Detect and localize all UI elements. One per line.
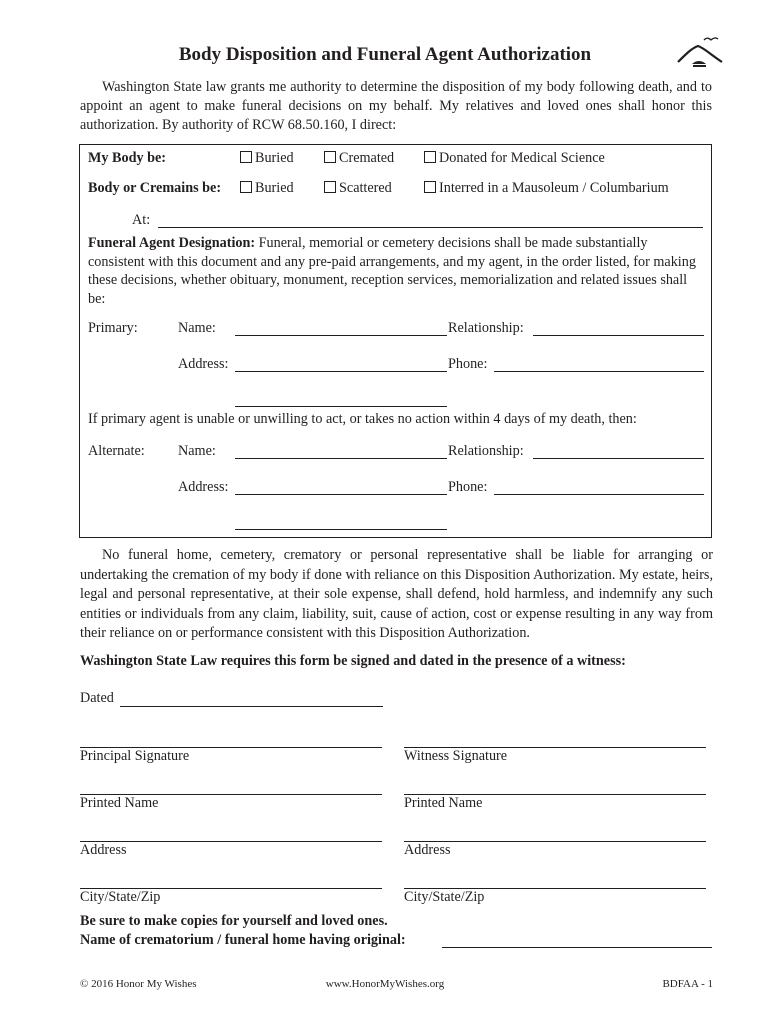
checkbox-icon[interactable] — [240, 181, 252, 193]
alternate-relationship-field[interactable] — [533, 457, 704, 459]
agent-designation: Funeral Agent Designation: Funeral, memorial or cemetery decisions shall be made substantially consistent with this document and any pre-paid arrangements, and my agent, in the order listed, for making these decisions, whether obituary, monument, reception services, memorialization and related issues shall be: — [88, 235, 696, 307]
checkbox-icon[interactable] — [424, 151, 436, 163]
primary-name-label: Name: — [178, 320, 216, 336]
intro-paragraph: Washington State law grants me authority to determine the disposition of my body following death, and to appoint an agent to make funeral decisions on my behalf. My relatives and loved ones shall honor this authorization. By authority of RCW 68.50.160, I direct: — [80, 79, 712, 133]
alternate-address-field[interactable] — [235, 493, 447, 495]
footer-website[interactable]: www.HonorMyWishes.org — [325, 978, 445, 990]
primary-label: Primary: — [88, 320, 138, 336]
checkbox-icon[interactable] — [324, 181, 336, 193]
mountain-bird-logo — [676, 36, 726, 72]
checkbox-icon[interactable] — [324, 151, 336, 163]
my-body-option-buried[interactable]: Buried — [240, 150, 294, 167]
footer-form-code: BDFAA - 1 — [662, 978, 713, 990]
witness-printed-name-label: Printed Name — [404, 795, 483, 811]
directive-box — [79, 144, 712, 538]
my-body-option-donated[interactable]: Donated for Medical Science — [424, 150, 605, 167]
witness-signature-label: Witness Signature — [404, 748, 508, 764]
primary-address-field[interactable] — [235, 370, 447, 372]
fallback-text: If primary agent is unable or unwilling to act, or takes no action within 4 days of my death, then: — [88, 411, 637, 427]
dated-label: Dated — [80, 690, 114, 706]
checkbox-icon[interactable] — [424, 181, 436, 193]
primary-address-label: Address: — [178, 356, 229, 372]
witness-notice: Washington State Law requires this form be signed and dated in the presence of a witness: — [80, 653, 626, 669]
primary-phone-label: Phone: — [448, 356, 488, 372]
original-holder-field[interactable] — [442, 946, 712, 948]
primary-relationship-label: Relationship: — [448, 320, 524, 336]
liability-paragraph: No funeral home, cemetery, crematory or personal representative shall be liable for arranging or undertaking the cremation of my body if done with reliance on this Disposition Authorization. My estate, heirs, legal and personal representative, at their sole expense, shall defend, hold harmless, and indemnify any such entities or individuals from any claim, liability, suit, cause of action, cost or expense resulting in any way from their reliance on or performance consistent with this Disposition Authorization. — [80, 547, 713, 641]
alternate-phone-field[interactable] — [494, 493, 704, 495]
page-title: Body Disposition and Funeral Agent Authorization — [178, 44, 592, 65]
alternate-name-label: Name: — [178, 443, 216, 459]
at-field[interactable] — [158, 226, 703, 228]
primary-name-field[interactable] — [235, 334, 447, 336]
witness-address-label: Address — [404, 842, 451, 858]
primary-relationship-field[interactable] — [533, 334, 704, 336]
principal-signature-label: Principal Signature — [80, 748, 190, 764]
cremains-option-scattered[interactable]: Scattered — [324, 180, 392, 197]
original-label: Name of crematorium / funeral home having original: — [80, 932, 406, 948]
my-body-option-cremated[interactable]: Cremated — [324, 150, 394, 167]
cremains-label: Body or Cremains be: — [88, 180, 222, 196]
copies-note: Be sure to make copies for yourself and loved ones. — [80, 913, 388, 929]
alternate-label: Alternate: — [88, 443, 145, 459]
footer-copyright: © 2016 Honor My Wishes — [80, 978, 197, 990]
primary-phone-field[interactable] — [494, 370, 704, 372]
principal-city-state-zip-label: City/State/Zip — [80, 889, 161, 905]
primary-address-line2-field[interactable] — [235, 405, 447, 407]
my-body-label: My Body be: — [88, 150, 167, 166]
dated-field[interactable] — [120, 705, 383, 707]
cremains-option-buried[interactable]: Buried — [240, 180, 294, 197]
alternate-address-label: Address: — [178, 479, 229, 495]
checkbox-icon[interactable] — [240, 151, 252, 163]
alternate-name-field[interactable] — [235, 457, 447, 459]
at-label: At: — [132, 212, 151, 228]
cremains-option-interred[interactable]: Interred in a Mausoleum / Columbarium — [424, 180, 669, 197]
alternate-phone-label: Phone: — [448, 479, 488, 495]
principal-printed-name-label: Printed Name — [80, 795, 159, 811]
alternate-relationship-label: Relationship: — [448, 443, 524, 459]
alternate-address-line2-field[interactable] — [235, 528, 447, 530]
principal-address-label: Address — [80, 842, 127, 858]
witness-city-state-zip-label: City/State/Zip — [404, 889, 485, 905]
